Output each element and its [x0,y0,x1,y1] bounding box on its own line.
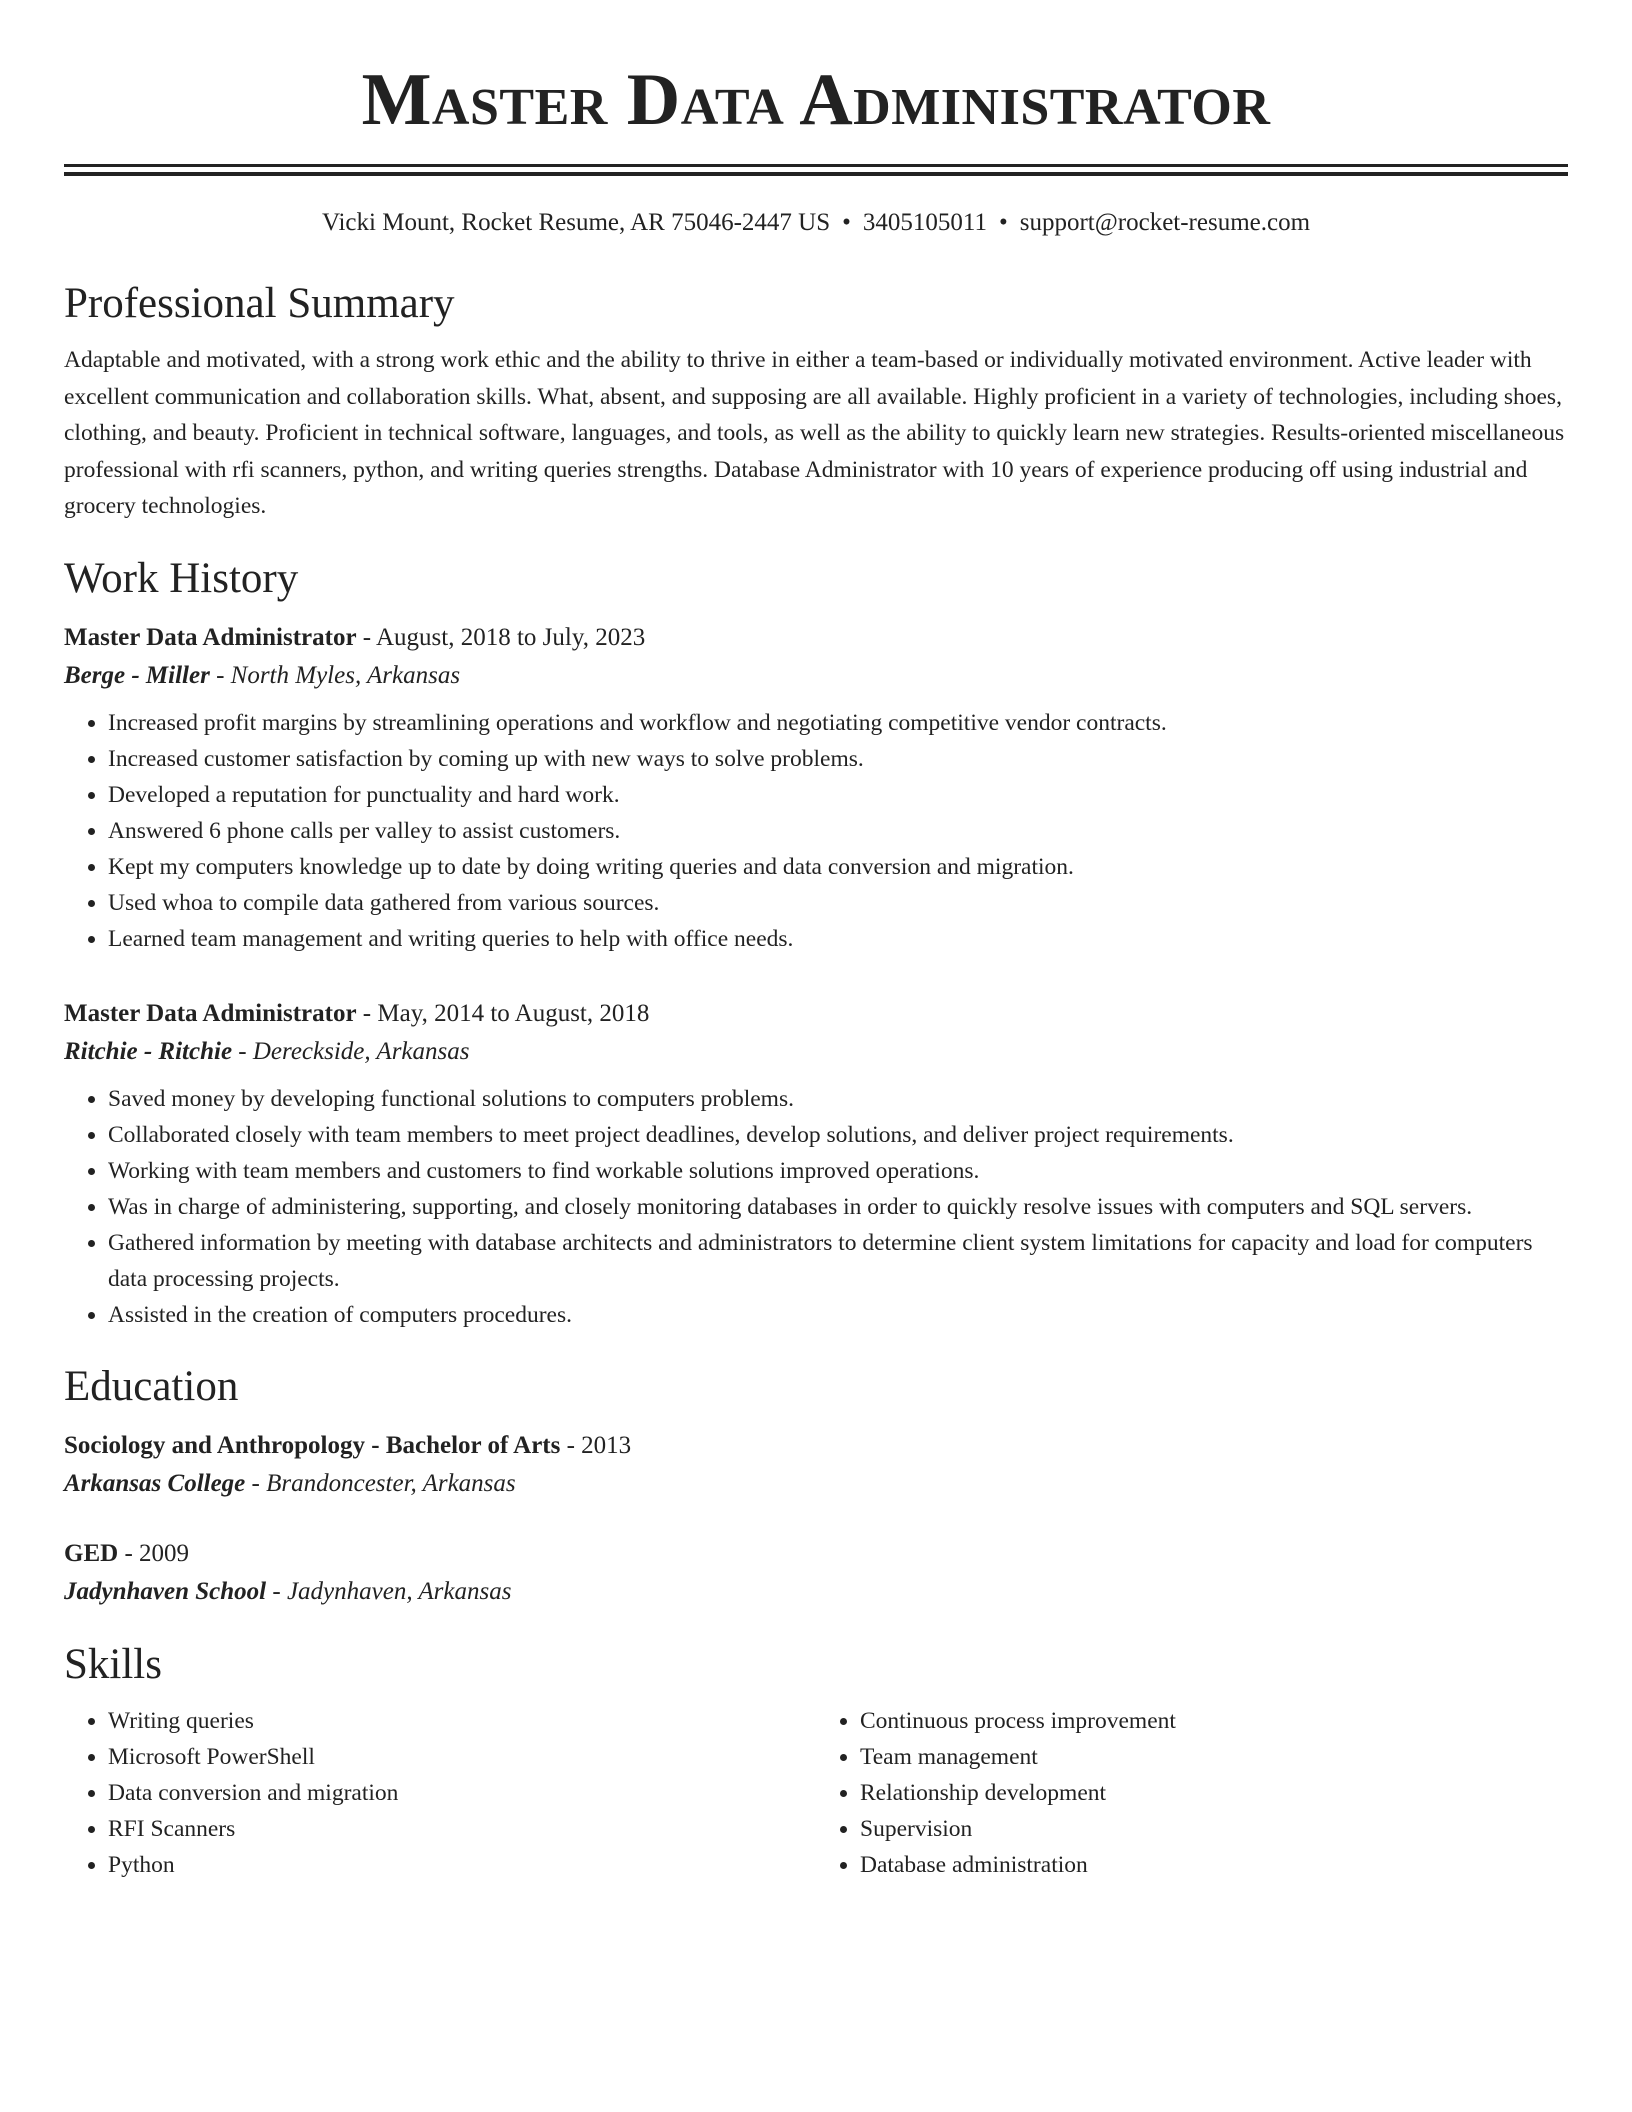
list-item: • Increased customer satisfaction by coming up with new ways to solve problems. [108,741,1568,777]
education-entry [64,1427,1568,1503]
title-divider [64,164,1568,176]
contact-line [64,206,1568,240]
list-item: • Collaborated closely with team members to meet project deadlines, develop solutions, and deliver project requirements. [108,1117,1568,1153]
school-location: Jadynhaven, Arkansas [286,1577,512,1605]
school-line: Jadynhaven School - Jadynhaven, Arkansas [64,1577,512,1605]
skill-item: • Database administration [860,1847,1568,1883]
skills-list-left [64,1703,816,1883]
job-title: Master Data Administrator [64,623,357,651]
education-heading: Education [64,1362,239,1410]
skill-item: • Data conversion and migration [108,1775,816,1811]
contact-phone: 3405105011 [862,209,987,236]
degree: GED [64,1539,119,1567]
job-entry [64,619,1568,957]
school-line: Arkansas College - Brandoncester, Arkansas [64,1469,516,1497]
skill-item: • Microsoft PowerShell [108,1739,816,1775]
work-history-heading: Work History [64,554,299,602]
skill-item: • Relationship development [860,1775,1568,1811]
contact-separator: • [842,209,851,236]
job-location: North Myles, Arkansas [230,661,461,689]
list-item: • Kept my computers knowledge up to date by doing writing queries and data conversion and migration. [108,849,1568,885]
school-location: Brandoncester, Arkansas [266,1469,516,1497]
skills-heading: Skills [64,1640,162,1688]
job-dates: May, 2014 to August, 2018 [377,999,650,1027]
degree-line: Sociology and Anthropology - Bachelor of Arts - 2013 [64,1431,632,1459]
job-title: Master Data Administrator [64,999,357,1027]
job-location: Dereckside, Arkansas [252,1037,470,1065]
job-bullets [64,1081,1568,1333]
skills-columns [64,1703,1568,1883]
contact-email: support@rocket-resume.com [1019,209,1311,236]
job-dates: August, 2018 to July, 2023 [376,623,646,651]
list-item: • Saved money by developing functional solutions to computers problems. [108,1081,1568,1117]
summary-heading: Professional Summary [64,280,455,327]
job-company: Ritchie - Ritchie [64,1037,233,1065]
education-entry [64,1535,1568,1611]
contact-address: Vicki Mount, Rocket Resume, AR 75046-2447 US [321,209,831,236]
list-item: • Assisted in the creation of computers procedures. [108,1297,1568,1333]
list-item: • Working with team members and customers to find workable solutions improved operations. [108,1153,1568,1189]
skill-item: • RFI Scanners [108,1811,816,1847]
skill-item: • Team management [860,1739,1568,1775]
job-company: Berge - Miller [64,661,210,689]
graduation-year: 2013 [581,1431,632,1459]
list-item: • Answered 6 phone calls per valley to assist customers. [108,813,1568,849]
list-item: • Gathered information by meeting with database architects and administrators to determine client system limitations for capacity and load for computers data processing projects. [108,1225,1568,1297]
job-bullets [64,705,1568,957]
skill-item: • Supervision [860,1811,1568,1847]
skills-list-right [816,1703,1568,1883]
job-title-line: Master Data Administrator - August, 2018 to July, 2023 [64,623,646,651]
resume-title: Master Data Administrator [361,59,1271,141]
school-name: Jadynhaven School [64,1577,267,1605]
degree: Sociology and Anthropology - Bachelor of Arts [64,1431,561,1459]
job-title-line: Master Data Administrator - May, 2014 to August, 2018 [64,999,650,1027]
school-name: Arkansas College [64,1469,246,1497]
contact-separator: • [998,209,1008,236]
job-company-line: Berge - Miller - North Myles, Arkansas [64,661,461,689]
list-item: • Learned team management and writing queries to help with office needs. [108,921,1568,957]
list-item: • Was in charge of administering, supporting, and closely monitoring databases in order to quickly resolve issues with computers and SQL servers. [108,1189,1568,1225]
list-item: • Increased profit margins by streamlining operations and workflow and negotiating competitive vendor contracts. [108,705,1568,741]
job-company-line: Ritchie - Ritchie - Dereckside, Arkansas [64,1037,470,1065]
graduation-year: 2009 [139,1539,190,1567]
skill-item: • Continuous process improvement [860,1703,1568,1739]
list-item: • Used whoa to compile data gathered from various sources. [108,885,1568,921]
skill-item: • Writing queries [108,1703,816,1739]
skill-item: • Python [108,1847,816,1883]
job-entry [64,995,1568,1333]
list-item: • Developed a reputation for punctuality and hard work. [108,777,1568,813]
summary-text: Adaptable and motivated, with a strong work ethic and the ability to thrive in either a team-based or individually motivated environment. Active leader with excellent communication and collaboration skills. What, absent, and supposing are all available. Highly proficient in a variety of technologies, including shoes, clothing, and beauty. Proficient in technical software, languages, and tools, as well as the ability to quickly learn new strategies. Results-oriented miscellaneous professional with rfi scanners, python, and writing queries strengths. Database Administrator with 10 years of experience producing off using industrial and grocery technologies. [64,347,1565,519]
degree-line: GED - 2009 [64,1539,190,1567]
